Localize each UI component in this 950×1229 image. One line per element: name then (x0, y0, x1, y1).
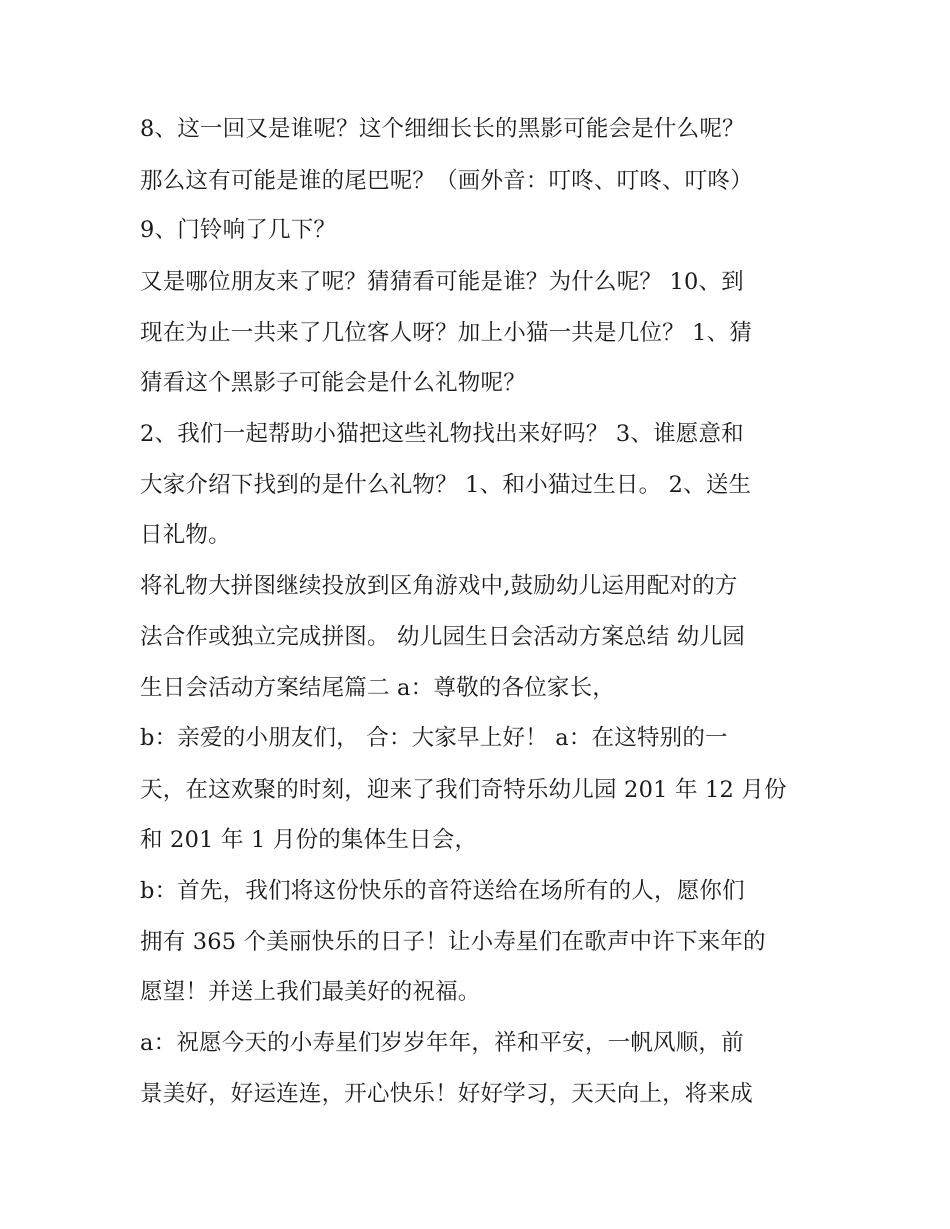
text-line: 2、我们一起帮助小猫把这些礼物找出来好吗？ 3、谁愿意和 (140, 421, 744, 447)
text-line: 生日会活动方案结尾篇二 a：尊敬的各位家长， (140, 675, 615, 701)
text-line: 和 201 年 1 月份的集体生日会， (140, 827, 478, 853)
text-line: 现在为止一共来了几位客人呀？加上小猫一共是几位？ 1、猜 (140, 320, 753, 346)
text-line: 猜看这个黑影子可能会是什么礼物呢？ (140, 370, 526, 396)
text-line: 9、门铃响了几下？ (140, 217, 337, 243)
text-line: 拥有 365 个美丽快乐的日子！让小寿星们在歌声中许下来年的 (140, 929, 766, 955)
text-line: a：祝愿今天的小寿星们岁岁年年，祥和平安，一帆风顺，前 (140, 1030, 744, 1056)
text-line: 那么这有可能是谁的尾巴呢？（画外音：叮咚、叮咚、叮咚） (140, 168, 753, 194)
text-line: 将礼物大拼图继续投放到区角游戏中,鼓励幼儿运用配对的方 (140, 573, 738, 599)
text-line: 景美好，好运连连，开心快乐！好好学习，天天向上，将来成 (140, 1081, 753, 1107)
text-line: b：亲爱的小朋友们， 合：大家早上好！ a：在这特别的一 (140, 725, 728, 751)
text-line: 大家介绍下找到的是什么礼物？ 1、和小猫过生日。 2、送生 (140, 472, 752, 498)
text-line: 8、这一回又是谁呢？这个细细长长的黑影可能会是什么呢？ (140, 116, 745, 142)
text-line: b：首先，我们将这份快乐的音符送给在场所有的人，愿你们 (140, 878, 745, 904)
text-line: 法合作或独立完成拼图。 幼儿园生日会活动方案总结 幼儿园 (140, 624, 745, 650)
text-line: 天，在这欢聚的时刻，迎来了我们奇特乐幼儿园 201 年 12 月份 (140, 777, 787, 803)
text-line: 日礼物。 (140, 522, 231, 548)
text-line: 又是哪位朋友来了呢？猜猜看可能是谁？为什么呢？ 10、到 (140, 269, 744, 295)
text-line: 愿望！并送上我们最美好的祝福。 (140, 979, 481, 1005)
